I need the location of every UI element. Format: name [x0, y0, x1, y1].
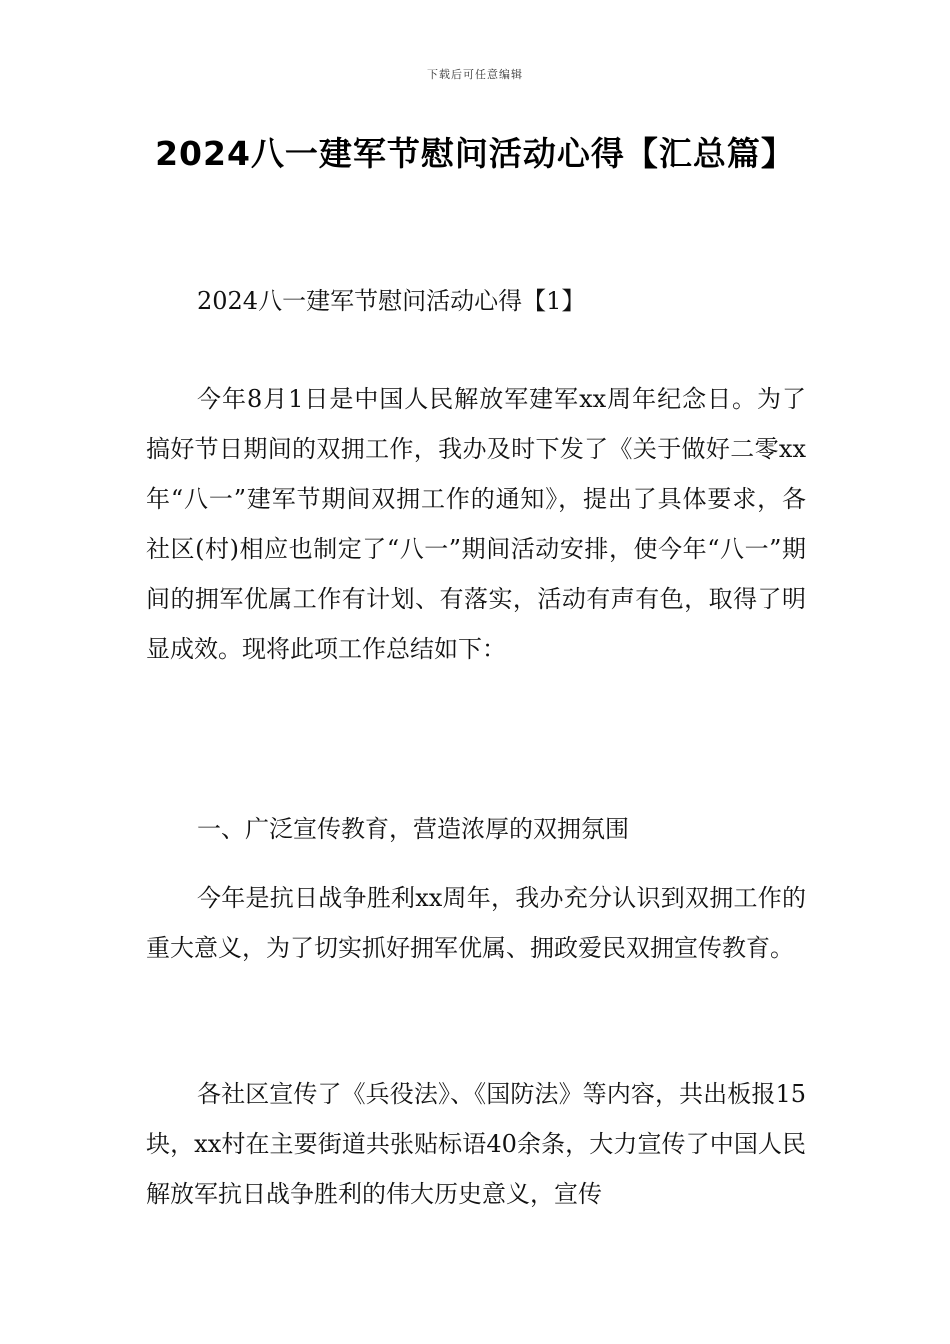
section-heading-1: 一、广泛宣传教育，营造浓厚的双拥氛围 — [197, 815, 629, 843]
section-subtitle: 2024八一建军节慰问活动心得【1】 — [197, 287, 586, 315]
header-note: 下载后可任意编辑 — [427, 68, 523, 81]
paragraph-intro: 今年8月1日是中国人民解放军建军xx周年纪念日。为了搞好节日期间的双拥工作，我办及时下发了《关于做好二零xx年“八一”建军节期间双拥工作的通知》，提出了具体要求，各社区(村)相应也制定了“八一”期间活动安排，使今年“八一”期间的拥军优属工作有计划、有落实，活动有声有色，取得了明显成效。现将此项工作总结如下： — [146, 385, 806, 663]
paragraph-2: 今年是抗日战争胜利xx周年，我办充分认识到双拥工作的重大意义，为了切实抓好拥军优属、拥政爱民双拥宣传教育。 — [146, 884, 806, 962]
paragraph-3: 各社区宣传了《兵役法》、《国防法》等内容，共出板报15块，xx村在主要街道共张贴标语40余条，大力宣传了中国人民解放军抗日战争胜利的伟大历史意义，宣传 — [146, 1080, 806, 1208]
document-title: 2024八一建军节慰问活动心得【汇总篇】 — [155, 134, 795, 173]
